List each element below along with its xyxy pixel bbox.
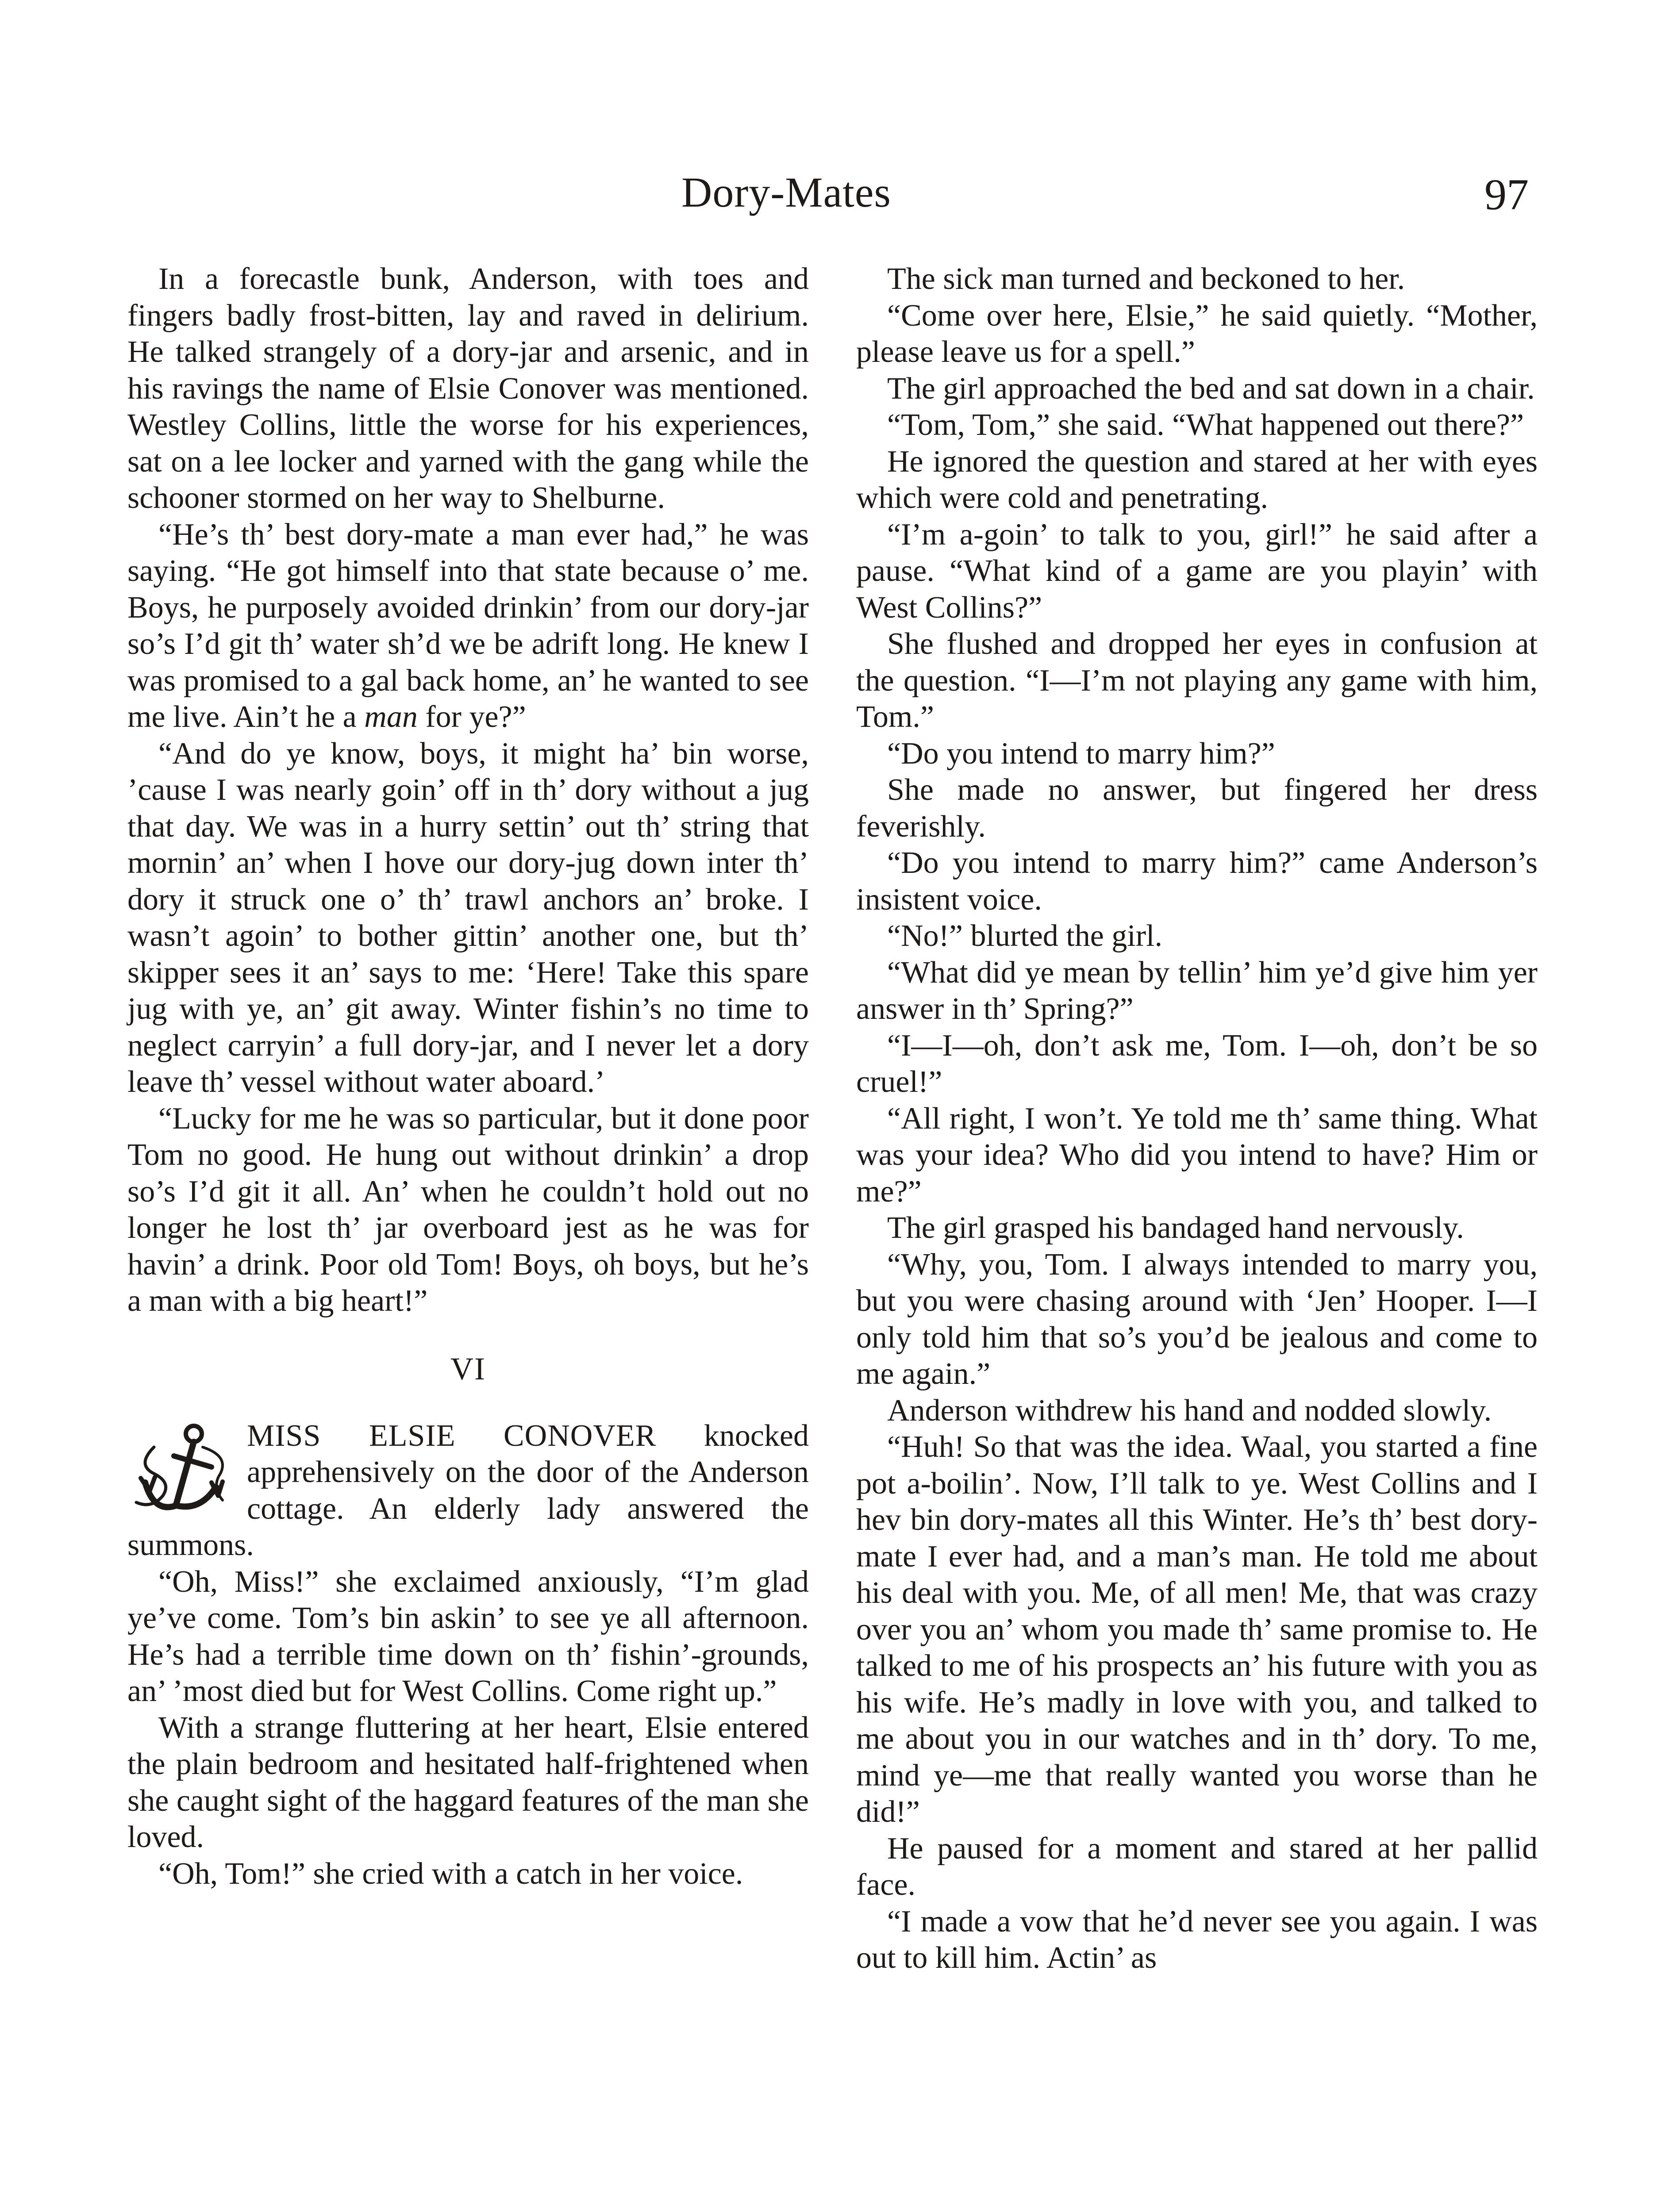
paragraph: “And do ye know, boys, it might ha’ bin worse, ’cause I was nearly goin’ off in th’ dory without a jug that day. We was in a hurry settin’ out th’ string that mornin’ an’ when I hove our dory-jug down inter th’ dory it struck one o’ th’ trawl anchors an’ broke. I wasn’t agoin’ to bother gittin’ another one, but th’ skipper sees it an’ says to me: ‘Here! Take this spare jug with ye, an’ git away. Winter fishin’s no time to neglect carryin’ a full dory-jar, and I never let a dory leave th’ vessel without water aboard.’ <box>127 736 809 1099</box>
paragraph: “Oh, Miss!” she exclaimed anxiously, “I’m glad ye’ve come. Tom’s bin askin’ to see ye all afternoon. He’s had a terrible time down on th’ fishin’-grounds, an’ ’most died but for West Collins. Come right up.” <box>127 1564 809 1708</box>
paragraph: “I made a vow that he’d never see you again. I was out to kill him. Actin’ as <box>856 1904 1538 1975</box>
paragraph-text: “He’s th’ best dory-mate a man ever had,” he was saying. “He got himself into that state because o’ me. Boys, he purposely avoided drinkin’ from our dory-jar so’s I’d git th’ water sh’d we be adrift long. He knew I was promised to a gal back home, an’ he wanted to see me live. Ain’t he a <box>127 517 809 734</box>
paragraph: She made no answer, but fingered her dress feverishly. <box>856 773 1538 844</box>
paragraph: The girl grasped his bandaged hand nervously. <box>887 1211 1464 1245</box>
paragraph: “Come over here, Elsie,” he said quietly. “Mother, please leave us for a spell.” <box>856 298 1538 369</box>
paragraph: The girl approached the bed and sat down in a chair. <box>887 371 1535 406</box>
section-opening <box>127 1418 809 1564</box>
anchor-ornament-icon <box>127 1421 234 1522</box>
paragraph: “I’m a-goin’ to talk to you, girl!” he said after a pause. “What kind of a game are you playin’ with West Collins?” <box>856 517 1538 625</box>
paragraph: He ignored the question and stared at her with eyes which were cold and penetrating. <box>856 444 1538 515</box>
section-numeral: VI <box>450 1351 486 1386</box>
paragraph: With a strange fluttering at her heart, Elsie entered the plain bedroom and hesitated half-frightened when she caught sight of the haggard features of the man she loved. <box>127 1710 809 1854</box>
paragraph: “Why, you, Tom. I always intended to marry you, but you were chasing around with ‘Jen’ Hooper. I—I only told him that so’s you’d be jealous and come to me again.” <box>856 1247 1538 1391</box>
paragraph: “Tom, Tom,” she said. “What happened out there?” <box>887 408 1524 442</box>
paragraph: “No!” blurted the girl. <box>887 919 1163 953</box>
paragraph: “Do you intend to marry him?” came Anderson’s insistent voice. <box>856 846 1538 917</box>
paragraph: The sick man turned and beckoned to her. <box>887 262 1405 296</box>
paragraph: “Do you intend to marry him?” <box>887 736 1275 771</box>
right-column <box>856 261 1538 1977</box>
running-title: Dory-Mates <box>681 169 891 216</box>
dropcap-lead: MISS ELSIE CONOVER <box>247 1418 657 1453</box>
paragraph: She flushed and dropped her eyes in confusion at the question. “I—I’m not playing any game with him, Tom.” <box>856 627 1538 734</box>
paragraph: “Oh, Tom!” she cried with a catch in her voice. <box>158 1856 743 1891</box>
paragraph: “I—I—oh, don’t ask me, Tom. I—oh, don’t be so cruel!” <box>856 1028 1538 1099</box>
page-number: 97 <box>1484 170 1529 219</box>
paragraph: He paused for a moment and stared at her pallid face. <box>856 1831 1538 1902</box>
paragraph-text: for ye?” <box>417 700 526 734</box>
paragraph: “Huh! So that was the idea. Waal, you started a fine pot a-boilin’. Now, I’ll talk to ye. West Collins and I hev bin dory-mates all this Winter. He’s th’ best dory-mate I ever had, and a man’s man. He told me about his deal with you. Me, of all men! Me, that was crazy over you an’ whom you made th’ same promise to. He talked to me of his prospects an’ his future with you as his wife. He’s madly in love with you, and talked to me about you in our watches and in th’ dory. To me, mind ye—me that really wanted you worse than he did!” <box>856 1430 1538 1829</box>
paragraph: In a forecastle bunk, Anderson, with toes and fingers badly frost-bitten, lay and raved in delirium. He talked strangely of a dory-jar and arsenic, and in his ravings the name of Elsie Conover was mentioned. Westley Collins, little the worse for his experiences, sat on a lee locker and yarned with the gang while the schooner stormed on her way to Shelburne. <box>127 262 809 515</box>
paragraph: “All right, I won’t. Ye told me th’ same thing. What was your idea? Who did you intend to have? Him or me?” <box>856 1101 1538 1209</box>
paragraph-text: knocked apprehensively on the door of the Anderson cottage. An elderly lady answered the summons. <box>127 1418 809 1562</box>
emphasis-word: man <box>364 700 418 734</box>
paragraph <box>127 517 809 736</box>
paragraph: Anderson withdrew his hand and nodded slowly. <box>887 1393 1492 1428</box>
paragraph: “Lucky for me he was so particular, but it done poor Tom no good. He hung out without drinkin’ a drop so’s I’d git it all. An’ when he couldn’t hold out no longer he lost th’ jar overboard jest as he was for havin’ a drink. Poor old Tom! Boys, oh boys, but he’s a man with a big heart!” <box>127 1101 809 1318</box>
paragraph: “What did ye mean by tellin’ him ye’d give him yer answer in th’ Spring?” <box>856 955 1538 1026</box>
left-column <box>127 261 809 1892</box>
